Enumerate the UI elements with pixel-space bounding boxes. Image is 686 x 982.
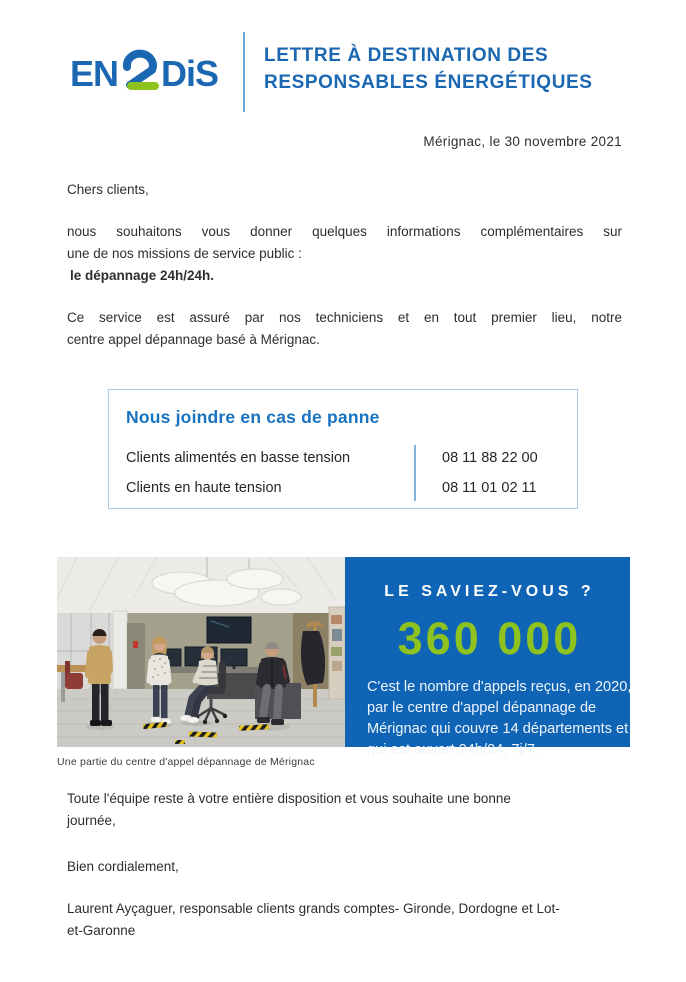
contact-label-haute-tension: Clients en haute tension bbox=[126, 480, 282, 496]
paragraph-intro bbox=[67, 221, 622, 287]
office-photo bbox=[57, 557, 345, 747]
enedis-logo bbox=[70, 34, 243, 101]
photo-section bbox=[57, 557, 632, 758]
contact-box bbox=[108, 389, 578, 509]
did-you-know-text bbox=[367, 677, 632, 761]
paragraph-service bbox=[67, 307, 622, 351]
salutation: Chers clients, bbox=[67, 182, 149, 197]
header-divider bbox=[243, 32, 245, 112]
logo-stylized-e bbox=[127, 54, 155, 86]
paragraph-intro-line-2: une de nos missions de service public : bbox=[67, 246, 302, 261]
phone-haute-tension: 08 11 01 02 11 bbox=[442, 480, 537, 496]
letter-body bbox=[57, 179, 632, 982]
letter-title bbox=[264, 34, 593, 96]
enedis-logo-image bbox=[70, 44, 220, 96]
letter-title-line-2: RESPONSABLES ÉNERGÉTIQUES bbox=[264, 72, 593, 93]
sign-off: Bien cordialement, bbox=[67, 859, 179, 874]
closing-paragraph bbox=[67, 788, 622, 832]
did-you-know-line-3: Mérignac qui couvre 14 départements et bbox=[367, 721, 629, 737]
phone-basse-tension: 08 11 88 22 00 bbox=[442, 450, 538, 466]
letter-title-line-1: LETTRE À DESTINATION DES bbox=[264, 45, 549, 66]
letter-date: Mérignac, le 30 novembre 2021 bbox=[423, 134, 622, 149]
did-you-know-line-4: qui est ouvert 24h/24, 7j/7. bbox=[367, 742, 539, 758]
did-you-know-panel bbox=[345, 557, 632, 758]
paragraph-intro-bold: le dépannage 24h/24h. bbox=[70, 268, 215, 283]
signature-line-1: Laurent Ayçaguer, responsable clients grands comptes- Gironde, Dordogne et Lot- bbox=[67, 901, 560, 916]
paragraph-service-line-1: Ce service est assuré par nos techniciens et en tout premier lieu, notre bbox=[67, 310, 622, 325]
photo-caption: Une partie du centre d'appel dépannage de Mérignac bbox=[57, 756, 315, 768]
calls-count: 360 000 bbox=[397, 613, 582, 664]
did-you-know-line-1: C'est le nombre d'appels reçus, en 2020, bbox=[367, 679, 632, 695]
paragraph-intro-line-1: nous souhaitons vous donner quelques informations complémentaires sur bbox=[67, 224, 622, 239]
logo-text-left: EN bbox=[70, 53, 119, 94]
contact-phones bbox=[416, 443, 538, 503]
did-you-know-title: LE SAVIEZ-VOUS ? bbox=[384, 583, 595, 600]
letter-header bbox=[70, 34, 622, 112]
did-you-know-line-2: par le centre d'appel dépannage de bbox=[367, 700, 597, 716]
contact-labels bbox=[126, 443, 414, 503]
closing-line-1: Toute l'équipe reste à votre entière disposition et vous souhaite une bonne bbox=[67, 791, 511, 806]
contact-label-basse-tension: Clients alimentés en basse tension bbox=[126, 450, 351, 466]
contact-box-title: Nous joindre en cas de panne bbox=[126, 407, 380, 427]
signature-line-2: et-Garonne bbox=[67, 923, 136, 938]
logo-text-right: DiS bbox=[161, 53, 219, 94]
closing-line-2: journée, bbox=[67, 813, 116, 828]
paragraph-service-line-2: centre appel dépannage basé à Mérignac. bbox=[67, 332, 320, 347]
contact-rows bbox=[126, 443, 557, 503]
